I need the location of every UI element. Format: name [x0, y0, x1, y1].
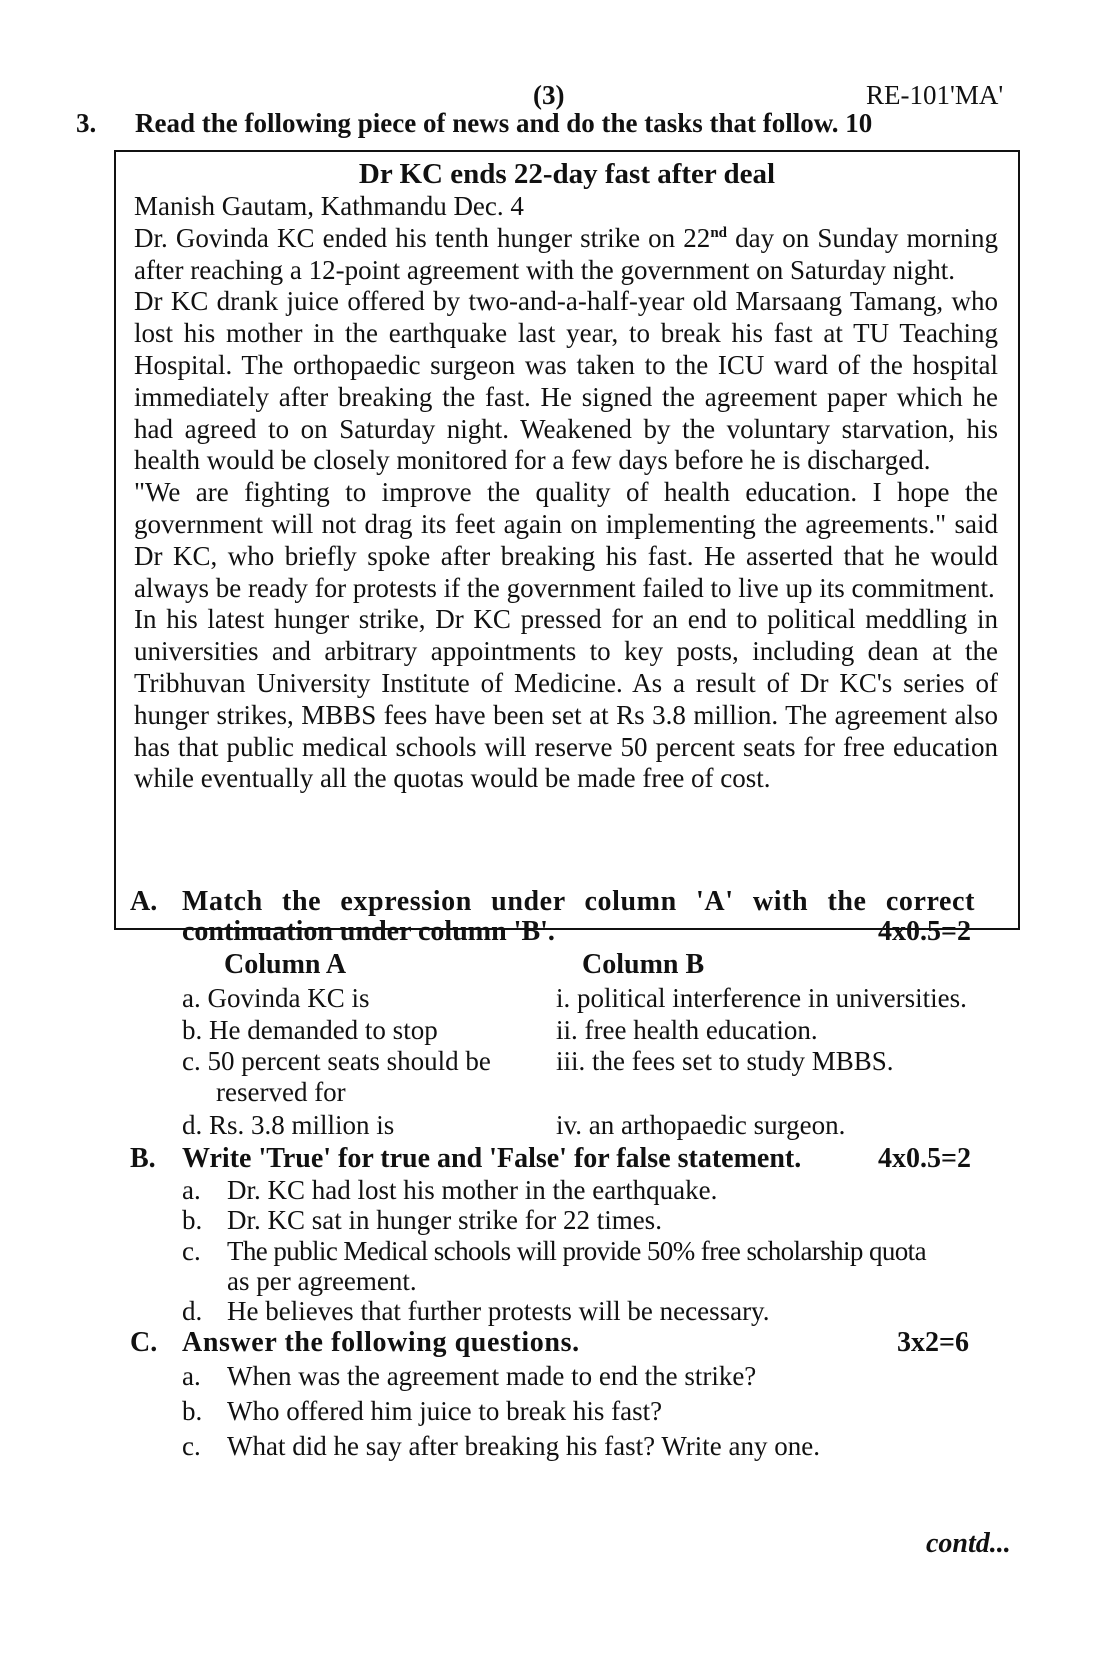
news-byline: Manish Gautam, Kathmandu Dec. 4: [134, 191, 524, 221]
paper-code: RE-101'MA': [866, 80, 1004, 110]
question-number: 3.: [76, 108, 97, 138]
section-b-instruction: Write 'True' for true and 'False' for false statement.: [182, 1143, 802, 1174]
page-number: (3): [533, 80, 565, 110]
section-c-item-text: Who offered him juice to break his fast?: [227, 1396, 663, 1426]
news-article-box: [114, 150, 1020, 930]
continued-note: contd...: [926, 1528, 1011, 1559]
news-body: [134, 191, 998, 795]
section-c-letter: C.: [130, 1327, 158, 1358]
column-b-header: Column B: [582, 949, 705, 980]
section-b-marks: 4x0.5=2: [878, 1143, 971, 1174]
section-b-item-label: c.: [182, 1236, 201, 1266]
section-c-item-label: c.: [182, 1431, 201, 1461]
column-a-header: Column A: [224, 949, 347, 980]
news-paragraph-3: "We are fighting to improve the quality of health education. I hope the government will not drag its feet again on implementing the agreements." said Dr KC, who briefly spoke after breaking his fast. He asserted that he would always be ready for protests if the government failed to live up its commitment.: [134, 477, 998, 603]
section-b-item-text: The public Medical schools will provide 50% free scholarship quota: [227, 1236, 926, 1266]
column-a-item: a. Govinda KC is: [182, 983, 370, 1013]
section-c-item-label: b.: [182, 1396, 203, 1426]
news-paragraph-2: Dr KC drank juice offered by two-and-a-half-year old Marsaang Tamang, who lost his mother in the earthquake last year, to break his fast at TU Teaching Hospital. The orthopaedic surgeon was taken to the ICU ward of the hospital immediately after breaking the fast. He signed the agreement paper which he had agreed to on Saturday night. Weakened by the voluntary starvation, his health would be closely monitored for a few days before he is discharged.: [134, 286, 998, 476]
section-b-item-label: d.: [182, 1296, 203, 1326]
section-c-item-text: What did he say after breaking his fast? Write any one.: [227, 1431, 820, 1461]
ordinal-suffix: nd: [710, 224, 727, 241]
section-a-instruction-line1: Match the expression under column 'A' with the correct: [182, 886, 975, 917]
question-instruction: Read the following piece of news and do the tasks that follow. 10: [135, 108, 873, 138]
section-b-item-text: He believes that further protests will be necessary.: [227, 1296, 770, 1326]
section-c-marks: 3x2=6: [897, 1327, 969, 1358]
section-c-item-label: a.: [182, 1361, 201, 1391]
news-title: Dr KC ends 22-day fast after deal: [358, 158, 776, 190]
section-a-marks: 4x0.5=2: [878, 916, 971, 947]
column-b-item: iii. the fees set to study MBBS.: [556, 1046, 894, 1076]
column-a-item-continuation: reserved for: [216, 1077, 346, 1107]
section-b-item-text: Dr. KC had lost his mother in the earthquake.: [227, 1175, 718, 1205]
column-b-item: i. political interference in universities.: [556, 983, 967, 1013]
column-b-item: iv. an arthopaedic surgeon.: [556, 1110, 846, 1140]
news-paragraph-4: In his latest hunger strike, Dr KC pressed for an end to political meddling in universities and arbitrary appointments to key posts, including dean at the Tribhuvan University Institute of Medicine. As a result of Dr KC's series of hunger strikes, MBBS fees have been set at Rs 3.8 million. The agreement also has that public medical schools will reserve 50 percent seats for free education while eventually all the quotas would be made free of cost.: [134, 604, 998, 794]
section-c-instruction: Answer the following questions.: [182, 1327, 580, 1358]
column-a-item: c. 50 percent seats should be: [182, 1046, 491, 1076]
section-b-item-label: b.: [182, 1205, 203, 1235]
column-a-item: b. He demanded to stop: [182, 1015, 438, 1045]
section-b-item-text-continuation: as per agreement.: [227, 1266, 417, 1296]
section-b-letter: B.: [130, 1143, 156, 1174]
section-a-letter: A.: [130, 886, 158, 917]
news-paragraph-1: Dr. Govinda KC ended his tenth hunger strike on 22nd day on Sunday morning after reaching a 12-point agreement with the government on Saturday night.: [134, 222, 998, 285]
section-a-instruction-line2: continuation under column 'B'.: [182, 916, 555, 947]
section-b-item-text: Dr. KC sat in hunger strike for 22 times.: [227, 1205, 662, 1235]
column-a-item: d. Rs. 3.8 million is: [182, 1110, 395, 1140]
section-c-item-text: When was the agreement made to end the strike?: [227, 1361, 757, 1391]
section-b-item-label: a.: [182, 1175, 201, 1205]
column-b-item: ii. free health education.: [556, 1015, 818, 1045]
